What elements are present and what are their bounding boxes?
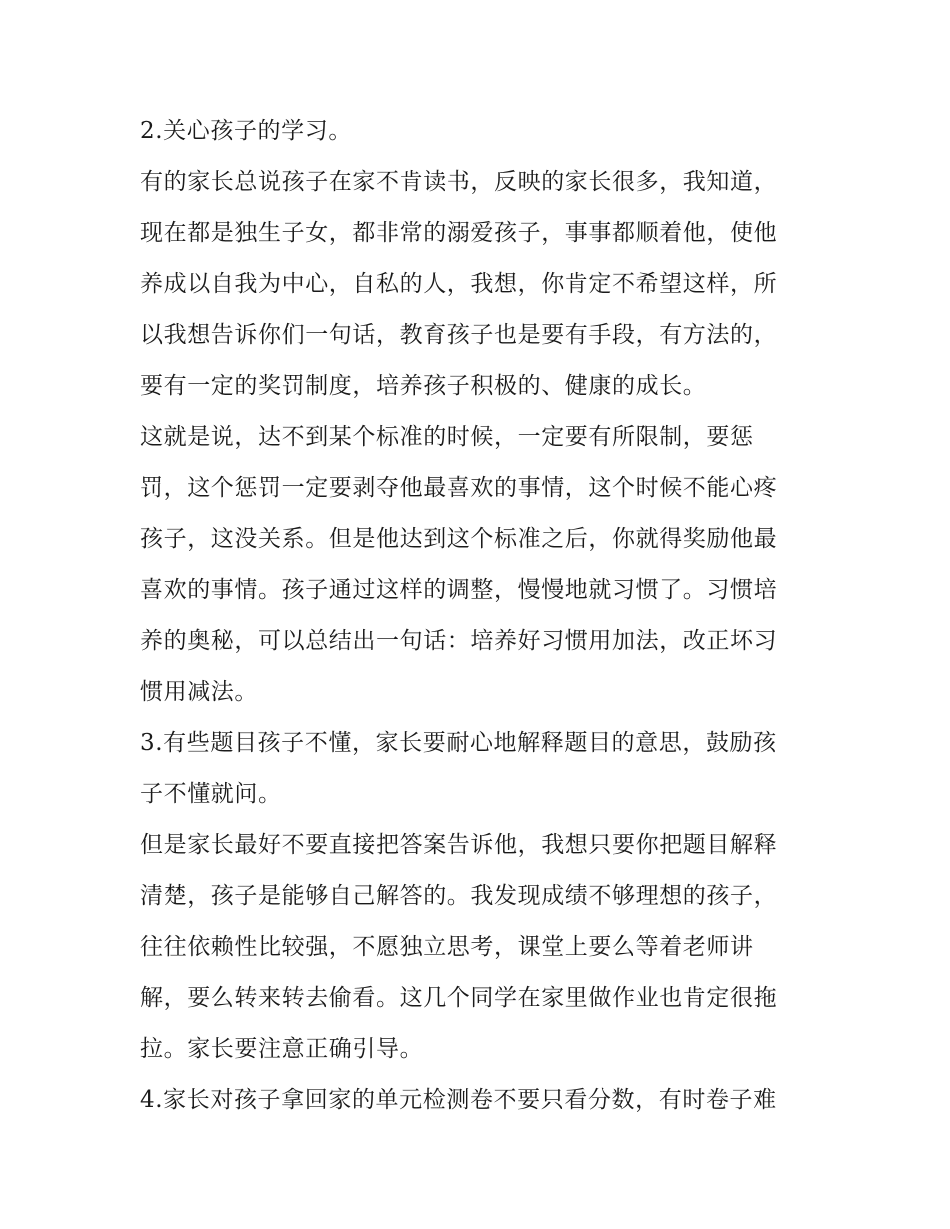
text-line: 养的奥秘，可以总结出一句话：培养好习惯用加法，改正坏习 xyxy=(140,628,778,654)
text-line: 以我想告诉你们一句话，教育孩子也是要有手段，有方法的， xyxy=(140,322,778,348)
text-line: 拉。家长要注意正确引导。 xyxy=(140,1036,424,1062)
text-line: 子不懂就问。 xyxy=(140,781,282,807)
text-line: 这就是说，达不到某个标准的时候，一定要有所限制，要惩 xyxy=(140,424,754,450)
text-line: 现在都是独生子女，都非常的溺爱孩子，事事都顺着他，使他 xyxy=(140,220,778,246)
heading-2: 2.关心孩子的学习。 xyxy=(140,118,352,144)
heading-3: 3.有些题目孩子不懂，家长要耐心地解释题目的意思，鼓励孩 xyxy=(140,730,777,756)
text-line: 喜欢的事情。孩子通过这样的调整，慢慢地就习惯了。习惯培 xyxy=(140,577,778,603)
heading-4: 4.家长对孩子拿回家的单元检测卷不要只看分数，有时卷子难 xyxy=(140,1087,777,1113)
text-line: 解，要么转来转去偷看。这几个同学在家里做作业也肯定很拖 xyxy=(140,985,778,1011)
document-page xyxy=(140,106,820,1126)
text-line: 但是家长最好不要直接把答案告诉他，我想只要你把题目解释 xyxy=(140,832,778,858)
text-line: 要有一定的奖罚制度，培养孩子积极的、健康的成长。 xyxy=(140,373,707,399)
text-line: 清楚，孩子是能够自己解答的。我发现成绩不够理想的孩子， xyxy=(140,883,778,909)
text-line: 往往依赖性比较强，不愿独立思考，课堂上要么等着老师讲 xyxy=(140,934,754,960)
text-line: 惯用减法。 xyxy=(140,679,258,705)
text-line: 养成以自我为中心，自私的人，我想，你肯定不希望这样，所 xyxy=(140,271,778,297)
text-line: 罚，这个惩罚一定要剥夺他最喜欢的事情，这个时候不能心疼 xyxy=(140,475,778,501)
text-line: 孩子，这没关系。但是他达到这个标准之后，你就得奖励他最 xyxy=(140,526,778,552)
text-line: 有的家长总说孩子在家不肯读书，反映的家长很多，我知道， xyxy=(140,169,778,195)
